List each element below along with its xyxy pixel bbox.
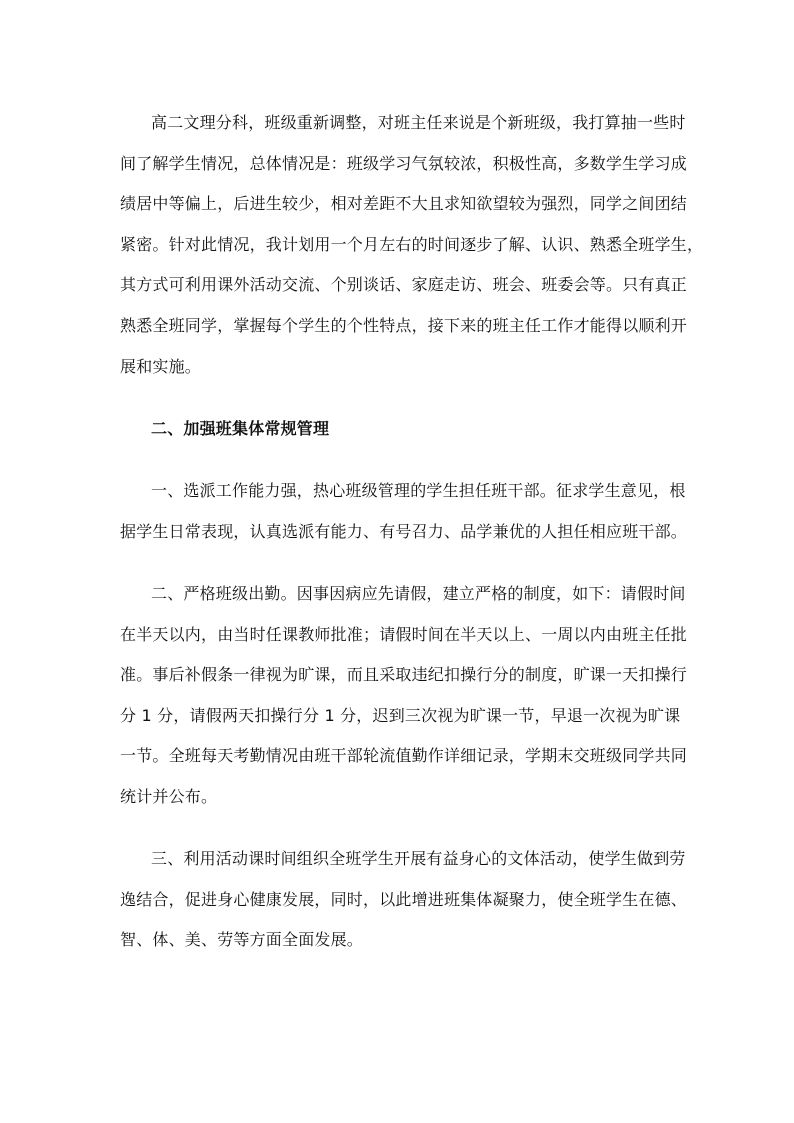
paragraph-4-line-3: 智、体、美、劳等方面全面发展。 xyxy=(120,930,364,949)
paragraph-1-line-2: 间了解学生情况，总体情况是：班级学习气氛较浓，积极性高，多数学生学习成 xyxy=(120,154,688,173)
paragraph-3-line-2: 在半天以内，由当时任课教师批准；请假时间在半天以上、一周以内由班主任批 xyxy=(120,625,688,644)
paragraph-3-line-3: 准。事后补假条一律视为旷课，而且采取违纪扣操行分的制度，旷课一天扣操行 xyxy=(120,665,688,684)
paragraph-1-line-1: 高二文理分科，班级重新调整，对班主任来说是个新班级，我打算抽一些时 xyxy=(151,113,686,132)
paragraph-3-line-5: 一节。全班每天考勤情况由班干部轮流值勤作详细记录，学期末交班级同学共同 xyxy=(120,746,688,765)
paragraph-1-line-6: 熟悉全班同学，掌握每个学生的个性特点，接下来的班主任工作才能得以顺利开 xyxy=(120,316,688,335)
paragraph-1-line-7: 展和实施。 xyxy=(120,357,202,376)
paragraph-4-line-2: 逸结合，促进身心健康发展，同时，以此增进班集体凝聚力，使全班学生在德、 xyxy=(120,890,688,909)
paragraph-3-line-6: 统计并公布。 xyxy=(120,787,218,806)
paragraph-1-line-5: 其方式可利用课外活动交流、个别谈话、家庭走访、班会、班委会等。只有真正 xyxy=(120,275,688,294)
paragraph-1-line-3: 绩居中等偏上，后进生较少，相对差距不大且求知欲望较为强烈，同学之间团结 xyxy=(120,194,688,213)
paragraph-3-line-4: 分 1 分，请假两天扣操行分 1 分，迟到三次视为旷课一节，早退一次视为旷课 xyxy=(120,706,681,725)
paragraph-4-line-1: 三、利用活动课时间组织全班学生开展有益身心的文体活动，使学生做到劳 xyxy=(151,849,686,868)
paragraph-3-line-1: 二、严格班级出勤。因事因病应先请假，建立严格的制度，如下：请假时间 xyxy=(151,584,686,603)
paragraph-1-line-4: 紧密。针对此情况，我计划用一个月左右的时间逐步了解、认识、熟悉全班学生， xyxy=(120,235,704,254)
section-heading: 二、加强班集体常规管理 xyxy=(151,419,330,438)
paragraph-2-line-1: 一、选派工作能力强，热心班级管理的学生担任班干部。征求学生意见，根 xyxy=(151,481,686,500)
paragraph-2-line-2: 据学生日常表现，认真选派有能力、有号召力、品学兼优的人担任相应班干部。 xyxy=(120,522,688,541)
